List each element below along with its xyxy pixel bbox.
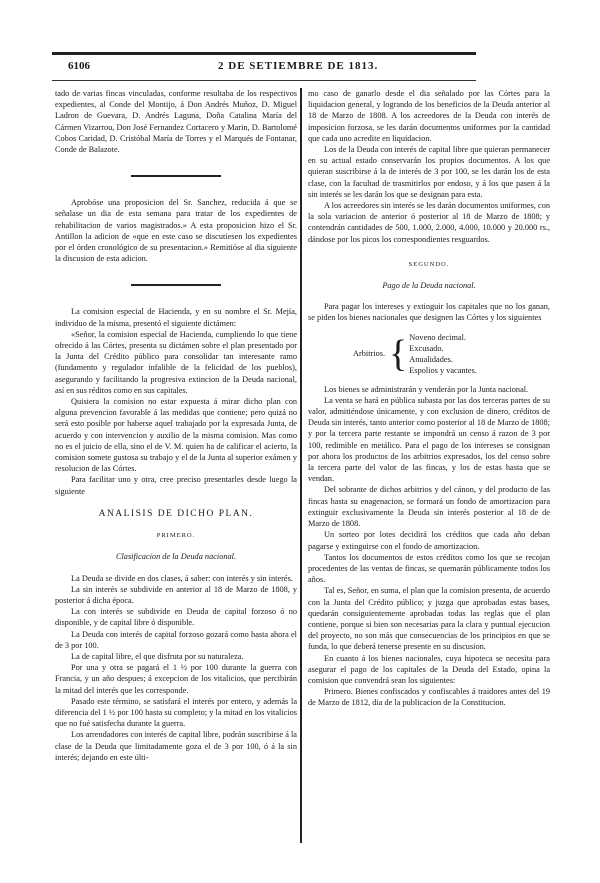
paragraph: Primero. Bienes confiscados y confiscables á traidores antes del 19 de Marzo de 1812, dia de la publicacion de la Constitucion. — [308, 687, 550, 708]
arbitrios-list — [308, 332, 550, 376]
subsection-label: PRIMERO. — [156, 532, 196, 540]
brace-icon: { — [389, 332, 408, 375]
paragraph: Los de la Deuda con interés de capital libre que quieran permanecer en su actual estado conservarán los propios documentos. A los que quieran suscribirse á la de interés de 3 por 100, se les darán los de esta clase, con la facultad de trasmitirlos por endoso, y á los que pasen á la sin interés se les darán los que se designan para esta. — [308, 145, 550, 199]
list-item: Espolios y vacantes. — [409, 365, 477, 375]
paragraph: Pasado este término, se satisfará el interés por entero, y además la diferencia del 1 ½ por 100 hasta su completo; y la mitad en los vitalicios que no fué satisfecha durante la guerra. — [55, 696, 297, 729]
paragraph: Aprobóse una proposicion del Sr. Sanchez, reducida á que se señalase un dia de esta semana para tratar de los expedientes de rehabilitacion de varios magistrados.» A esta proposicion hizo el Sr. Antillon la adicion de «que en este caso se discutiesen los expedientes por el órden cronológico de su presentacion.» Remitióse al dia siguiente la discusion de esta adicion. — [55, 198, 297, 264]
header-top-rule — [52, 52, 476, 55]
paragraph: La venta se hará en pública subasta por las dos terceras partes de su valor, admitiéndose únicamente, y con exclusion de dinero, créditos de Deuda sin interés, tanto anterior como posterior al 18 de Marzo de 1808; y por la tercera parte restante se impondrá un censo á razon de 3 por 100, redimible en metálico. Para el pago de los intereses se consignan por ahora los productos de los arbitrios expresados, los del censo sobre la tercera parte del valor de las fincas, y los de estas hasta que se vendan. — [308, 395, 550, 484]
list-item: Noveno decimal. — [409, 332, 466, 342]
paragraph: Un sorteo por lotes decidirá los créditos que cada año deban pagarse y extinguirse con el fondo de amortizacion. — [308, 530, 550, 551]
issue-date: 2 DE SETIEMBRE DE 1813. — [218, 60, 379, 72]
paragraph: Tantos los documentos de estos créditos como los que se recojan procedentes de las ventas de fincas, se quemarán públicamente todos los años. — [308, 552, 550, 585]
arbitrios-items — [409, 332, 477, 376]
section-title: ANALISIS DE DICHO PLAN. — [98, 508, 254, 519]
paragraph: La Deuda se divide en dos clases, á saber: con interés y sin interés. — [71, 573, 293, 583]
paragraph: tado de varias fincas vinculadas, conforme resultaba de los respectivos expedientes, al Conde del Montijo, á Don Andrés Muñoz, D. Miguel Ladron de Guevara, D. Andrés Laguna, Doña Catalina María del Cármen Vizarrou, Don José Fernandez Cortacero y Marin, D. Bartolomé Cobos Caridad, D. Cristóbal María de Torres y el Marqués de Fontanar, Conde de Balazote. — [55, 89, 297, 155]
paragraph: La con interés se subdivide en Deuda de capital forzoso ó no disponible, y de capital libre ó disponible. — [55, 607, 297, 628]
column-divider — [300, 88, 302, 843]
page-number: 6106 — [68, 60, 90, 72]
paragraph: La comision especial de Hacienda, y en su nombre el Sr. Mejía, individuo de la misma, presentó el siguiente dictámen: — [55, 307, 297, 328]
paragraph: La sin interés se subdivide en anterior al 18 de Marzo de 1808, y posterior á dicha época. — [55, 584, 297, 605]
paragraph: Tal es, Señor, en suma, el plan que la comision presenta, de acuerdo con la Junta del Crédito público; y juzga que aprobadas estas bases, quedarán consiguientemente aprobadas todas las reglas que el plan contiene, porque si bien son necesarias para la clara y puntual ejecucion del proyecto, no son más que consecuencias de los principios en que se funda, lo que deberá tenerse presente en su discusion. — [308, 586, 550, 652]
paragraph: Quisiera la comision no estar expuesta á mirar dicho plan con alguna prevencion favorable á las medidas que contiene; pero quizá no será esto posible por haberse aquel trabajado por la expresada Junta, de acuerdo y con intervencion y auxilio de la misma comision. Mas como no es el juicio de ella, sino el de V. M. quien ha de calificar el acierto, la comision somete gustosa su trabajo y el de la Junta al superior exámen y resolucion de las Córtes. — [55, 397, 297, 474]
left-column — [55, 88, 297, 763]
section-separator — [131, 284, 221, 286]
paragraph: Para facilitar uno y otra, cree preciso presentarles desde luego la siguiente — [55, 475, 297, 496]
header-bottom-rule — [52, 80, 476, 81]
paragraph: La de capital libre, el que disfruta por su naturaleza. — [71, 651, 244, 661]
list-item: Anualidades. — [409, 354, 453, 364]
section-separator — [131, 175, 221, 177]
paragraph: La Deuda con interés de capital forzoso gozará como hasta ahora el de 3 por 100. — [55, 629, 297, 650]
paragraph: mo caso de ganarlo desde el dia señalado por las Córtes para la liquidacion general, y logrando de los beneficios de la Deuda anterior al 18 de Marzo de 1808. A los acreedores de la Deuda con interés de imposicion forzosa, se les darán documentos uniformes por la cantidad que cada uno acredite en liquidacion. — [308, 89, 550, 143]
list-item: Excusado. — [409, 343, 444, 353]
subsection-title: Pago de la Deuda nacional. — [382, 281, 476, 291]
paragraph: Los bienes se administrarán y venderán por la Junta nacional. — [324, 384, 529, 394]
subsection-title: Clasificacion de la Deuda nacional. — [115, 552, 237, 562]
page-header — [68, 60, 528, 76]
paragraph: En cuanto á los bienes nacionales, cuya hipoteca se necesita para asegurar el pago de los capitales de la Deuda del Estado, opina la comision que convendrá sean los siguientes: — [308, 653, 550, 685]
paragraph: A los acreedores sin interés se les darán documentos uniformes, con la sola variacion de anterior ó posterior al 18 de Marzo de 1808; y contendrán cantidades de 500, 1.000, 2.000, 4.000, 10.000 y 20.000 rs., dándose por los picos los correspondientes resguardos. — [308, 201, 550, 244]
subsection-label: SEGUNDO. — [408, 260, 450, 268]
paragraph: Para pagar los intereses y extinguir los capitales que no los ganan, se piden los bienes nacionales que designen las Córtes y los siguientes — [308, 302, 550, 323]
paragraph: «Señor, la comision especial de Hacienda, cumpliendo lo que tiene ofrecido á las Córtes, presenta su dictámen sobre el plan presentado por la Junta del Crédito público para consolidar tan interesante ramo (fundamento y regulador infalible de la felicidad de los pueblos), asegurando y facilitando la progresiva extincion de la Deuda nacional, así en sus réditos como en sus capitales. — [55, 329, 297, 395]
paragraph: Del sobrante de dichos arbitrios y del cánon, y del producto de las fincas hasta su enagenacion, se formará un fondo de amortizacion para extinguir exclusivamente la Deuda sin interés posterior al 18 de de Marzo de 1808. — [308, 485, 550, 529]
arbitrios-label: Arbitrios. — [353, 349, 386, 359]
paragraph: Por una y otra se pagará el 1 ½ por 100 durante la guerra con Francia, y un año despues; á excepcion de los vitalicios, que percibirán la mitad del interés que les corresponde. — [55, 663, 297, 695]
right-column — [308, 88, 550, 709]
paragraph: Los arrendadores con interés de capital libre, podrán suscribirse á la clase de la Deuda que limitadamente goza el de 3 por 100, ó á la sin interés; dejando en este últi- — [55, 730, 297, 762]
